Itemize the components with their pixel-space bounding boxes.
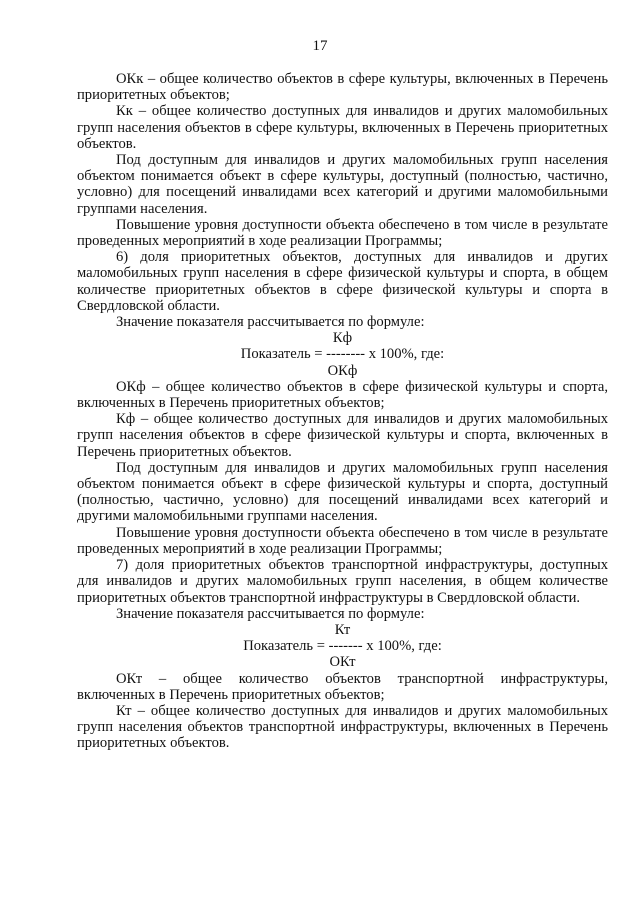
definition-kt: Кт – общее количество доступных для инвалидов и других маломобильных групп населения объектов транспортной инфраструктуры, включенных в Перечень приоритетных объектов. <box>77 702 608 752</box>
accessibility-improvement-note: Повышение уровня доступности объекта обеспечено в том числе в результате проведенных мероприятий в ходе реализации Программы; <box>77 524 608 557</box>
definition-kf: Кф – общее количество доступных для инвалидов и других маломобильных групп населения объектов в сфере физической культуры и спорта, включенных в Перечень приоритетных объектов. <box>77 411 608 460</box>
page-number: 17 <box>312 38 328 54</box>
formula-line: Показатель = -------- x 100%, где: <box>240 346 445 363</box>
definition-okt: ОКт – общее количество объектов транспортной инфраструктуры, включенных в Перечень приоритетных объектов; <box>77 670 608 703</box>
definition-okk: ОКк – общее количество объектов в сфере культуры, включенных в Перечень приоритетных объектов; <box>77 71 608 104</box>
indicator-6-sport: 6) доля приоритетных объектов, доступных для инвалидов и других маломобильных групп населения в сфере физической культуры и спорта, в общем количестве приоритетных объектов в сфере физической культуры и спорта в Свердловской области. <box>77 249 608 314</box>
indicator-7-transport: 7) доля приоритетных объектов транспортной инфраструктуры, доступных для инвалидов и других маломобильных групп населения, в общем количестве приоритетных объектов транспортной инфраструктуры в Свердловской области. <box>77 557 608 606</box>
formula-line: Показатель = ------- x 100%, где: <box>243 638 442 655</box>
definition-okf: ОКф – общее количество объектов в сфере физической культуры и спорта, включенных в Перечень приоритетных объектов; <box>77 378 608 412</box>
formula-intro: Значение показателя рассчитывается по формуле: <box>116 314 425 331</box>
formula-numerator: Кф <box>332 330 353 347</box>
formula-denominator: ОКт <box>329 654 356 671</box>
document-body <box>77 71 608 752</box>
formula-intro: Значение показателя рассчитывается по формуле: <box>116 605 425 622</box>
formula-denominator: ОКф <box>327 362 358 379</box>
accessibility-improvement-note: Повышение уровня доступности объекта обеспечено в том числе в результате проведенных мероприятий в ходе реализации Программы; <box>77 216 608 250</box>
formula-numerator: Кт <box>334 621 351 638</box>
accessible-object-culture-note: Под доступным для инвалидов и других маломобильных групп населения объектом понимается объект в сфере культуры, доступный (полностью, частично, условно) для посещений инвалидами всех категорий и другими маломобильными группами населения. <box>77 152 608 217</box>
definition-kk: Кк – общее количество доступных для инвалидов и других маломобильных групп населения объектов в сфере культуры, включенных в Перечень приоритетных объектов. <box>77 103 608 152</box>
accessible-object-sport-note: Под доступным для инвалидов и других маломобильных групп населения объектом понимается объект в сфере физической культуры и спорта, доступный (полностью, частично, условно) для посещений инвалидами всех категорий и другими маломобильными группами населения. <box>77 459 608 525</box>
